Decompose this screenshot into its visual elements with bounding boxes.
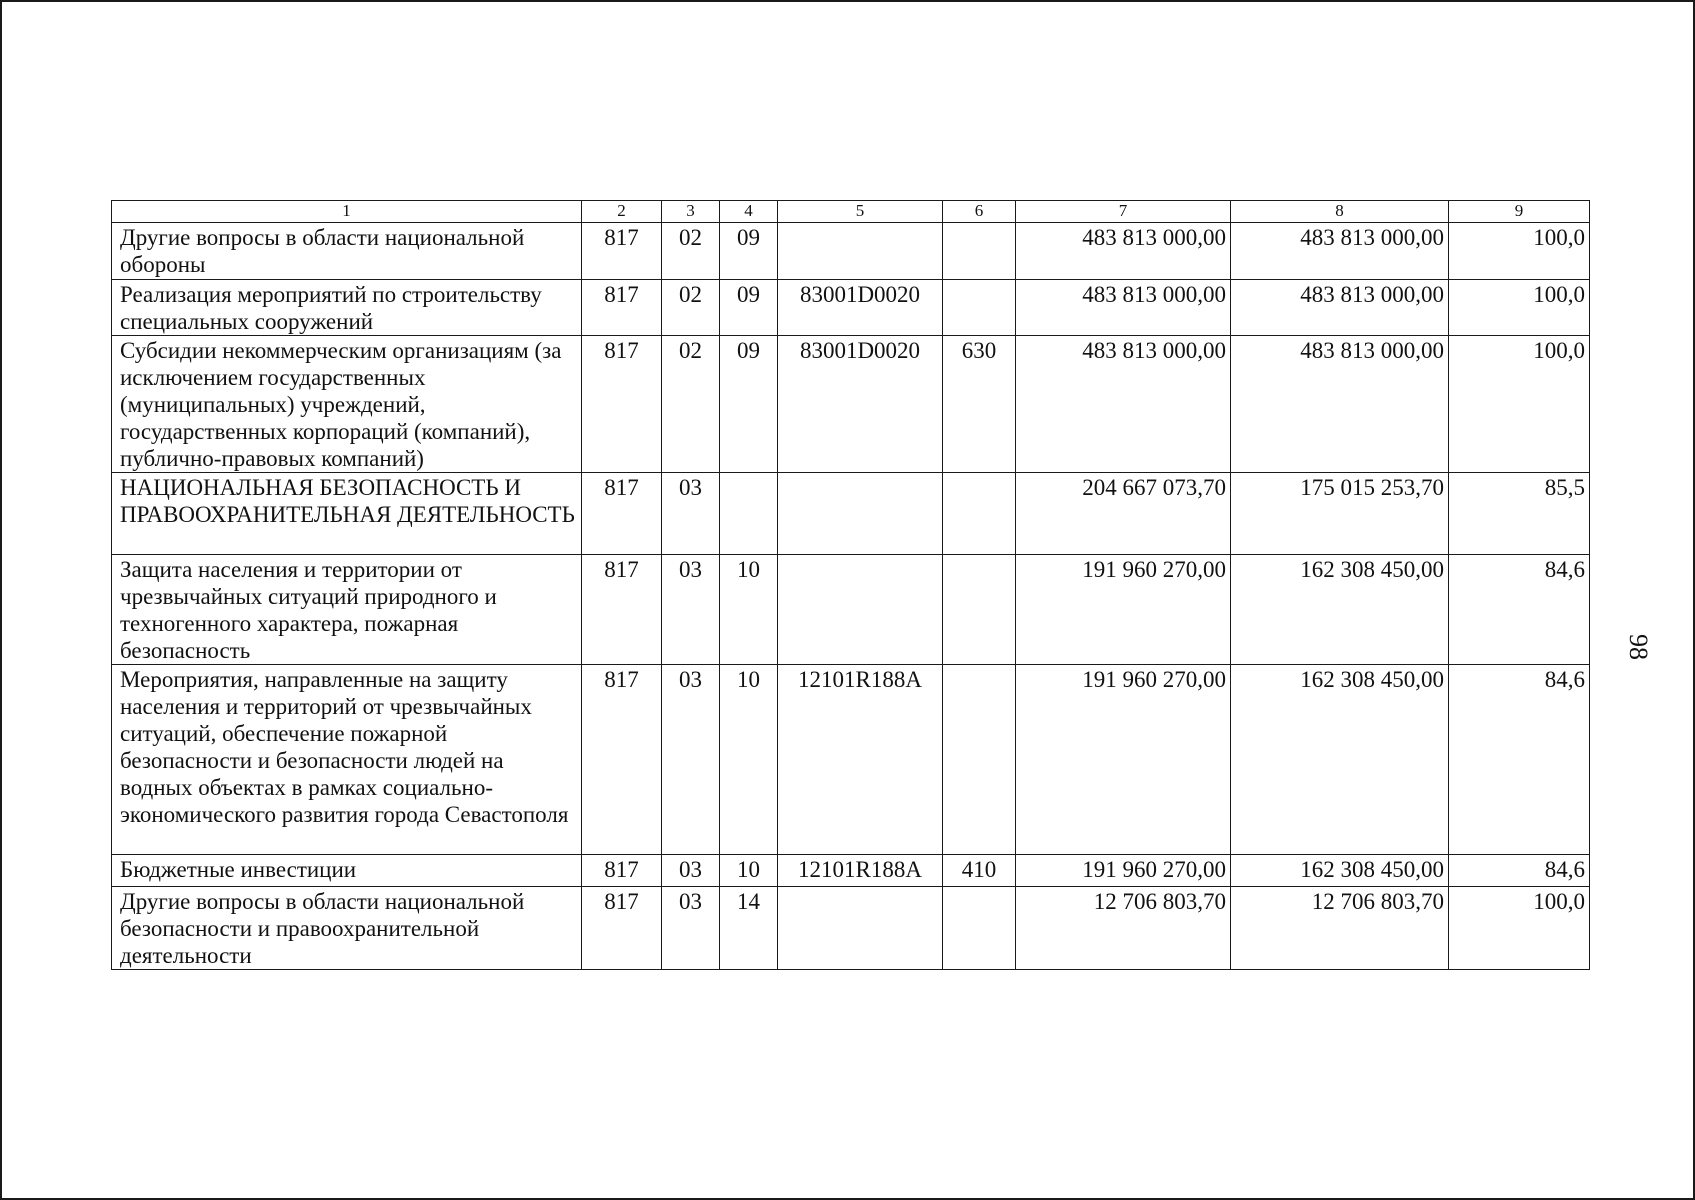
- row-subsection-code: 09: [720, 280, 778, 336]
- table-row: [112, 855, 1590, 887]
- row-name: Защита населения и территории от чрезвычайных ситуаций природного и техногенного характера, пожарная безопасность: [112, 555, 582, 665]
- row-subsection-code: 09: [720, 223, 778, 280]
- row-execution-percent: 85,5: [1449, 473, 1590, 555]
- row-subsection-code: 10: [720, 665, 778, 855]
- budget-table-sheet: [111, 200, 1589, 970]
- row-executed-amount: 483 813 000,00: [1231, 336, 1449, 473]
- row-section-code: 03: [662, 665, 720, 855]
- row-subsection-code: 10: [720, 555, 778, 665]
- row-target-code: 83001D0020: [778, 280, 943, 336]
- row-expense-type-code: 410: [943, 855, 1016, 887]
- row-planned-amount: 12 706 803,70: [1016, 887, 1231, 970]
- column-number: 3: [662, 201, 720, 223]
- row-expense-type-code: [943, 223, 1016, 280]
- row-department-code: 817: [582, 855, 662, 887]
- page-number: 98: [1624, 634, 1653, 660]
- row-planned-amount: 191 960 270,00: [1016, 665, 1231, 855]
- row-name: Другие вопросы в области национальной безопасности и правоохранительной деятельности: [112, 887, 582, 970]
- row-department-code: 817: [582, 665, 662, 855]
- table-row: [112, 665, 1590, 855]
- row-target-code: [778, 473, 943, 555]
- row-department-code: 817: [582, 887, 662, 970]
- row-expense-type-code: [943, 555, 1016, 665]
- row-executed-amount: 12 706 803,70: [1231, 887, 1449, 970]
- row-planned-amount: 204 667 073,70: [1016, 473, 1231, 555]
- column-number: 1: [112, 201, 582, 223]
- budget-table: [111, 200, 1590, 970]
- row-planned-amount: 483 813 000,00: [1016, 223, 1231, 280]
- row-target-code: [778, 555, 943, 665]
- row-section-code: 03: [662, 555, 720, 665]
- column-number-row: [112, 201, 1590, 223]
- row-department-code: 817: [582, 473, 662, 555]
- row-department-code: 817: [582, 223, 662, 280]
- column-number: 9: [1449, 201, 1590, 223]
- column-number: 6: [943, 201, 1016, 223]
- row-executed-amount: 175 015 253,70: [1231, 473, 1449, 555]
- row-department-code: 817: [582, 336, 662, 473]
- row-execution-percent: 84,6: [1449, 555, 1590, 665]
- row-planned-amount: 191 960 270,00: [1016, 555, 1231, 665]
- row-expense-type-code: [943, 665, 1016, 855]
- row-planned-amount: 483 813 000,00: [1016, 336, 1231, 473]
- row-expense-type-code: 630: [943, 336, 1016, 473]
- row-executed-amount: 162 308 450,00: [1231, 555, 1449, 665]
- column-number: 4: [720, 201, 778, 223]
- row-target-code: 12101R188A: [778, 855, 943, 887]
- table-row: [112, 473, 1590, 555]
- row-subsection-code: 09: [720, 336, 778, 473]
- row-name: Мероприятия, направленные на защиту населения и территорий от чрезвычайных ситуаций, обеспечение пожарной безопасности и безопасности людей на водных объектах в рамках социально-экономического развития города Севастополя: [112, 665, 582, 855]
- table-row: [112, 887, 1590, 970]
- row-department-code: 817: [582, 280, 662, 336]
- column-number: 8: [1231, 201, 1449, 223]
- row-target-code: 83001D0020: [778, 336, 943, 473]
- row-executed-amount: 162 308 450,00: [1231, 665, 1449, 855]
- row-execution-percent: 84,6: [1449, 665, 1590, 855]
- row-subsection-code: 10: [720, 855, 778, 887]
- row-executed-amount: 162 308 450,00: [1231, 855, 1449, 887]
- row-planned-amount: 191 960 270,00: [1016, 855, 1231, 887]
- row-section-code: 02: [662, 223, 720, 280]
- row-expense-type-code: [943, 473, 1016, 555]
- row-execution-percent: 100,0: [1449, 223, 1590, 280]
- row-subsection-code: [720, 473, 778, 555]
- row-target-code: [778, 223, 943, 280]
- column-number: 5: [778, 201, 943, 223]
- column-number: 2: [582, 201, 662, 223]
- row-section-code: 03: [662, 887, 720, 970]
- row-expense-type-code: [943, 887, 1016, 970]
- table-row: [112, 336, 1590, 473]
- table-row: [112, 280, 1590, 336]
- row-subsection-code: 14: [720, 887, 778, 970]
- row-execution-percent: 84,6: [1449, 855, 1590, 887]
- table-row: [112, 555, 1590, 665]
- row-execution-percent: 100,0: [1449, 336, 1590, 473]
- row-name: Субсидии некоммерческим организациям (за исключением государственных (муниципальных) учреждений, государственных корпораций (компаний), публично-правовых компаний): [112, 336, 582, 473]
- row-section-code: 03: [662, 473, 720, 555]
- row-planned-amount: 483 813 000,00: [1016, 280, 1231, 336]
- row-execution-percent: 100,0: [1449, 887, 1590, 970]
- row-executed-amount: 483 813 000,00: [1231, 280, 1449, 336]
- row-section-code: 02: [662, 336, 720, 473]
- row-name: Реализация мероприятий по строительству специальных сооружений: [112, 280, 582, 336]
- row-section-code: 02: [662, 280, 720, 336]
- column-number: 7: [1016, 201, 1231, 223]
- row-department-code: 817: [582, 555, 662, 665]
- row-target-code: 12101R188A: [778, 665, 943, 855]
- row-name: Бюджетные инвестиции: [112, 855, 582, 887]
- row-name: Другие вопросы в области национальной обороны: [112, 223, 582, 280]
- row-executed-amount: 483 813 000,00: [1231, 223, 1449, 280]
- row-target-code: [778, 887, 943, 970]
- row-section-code: 03: [662, 855, 720, 887]
- row-name: НАЦИОНАЛЬНАЯ БЕЗОПАСНОСТЬ И ПРАВООХРАНИТЕЛЬНАЯ ДЕЯТЕЛЬНОСТЬ: [112, 473, 582, 555]
- row-execution-percent: 100,0: [1449, 280, 1590, 336]
- row-expense-type-code: [943, 280, 1016, 336]
- table-row: [112, 223, 1590, 280]
